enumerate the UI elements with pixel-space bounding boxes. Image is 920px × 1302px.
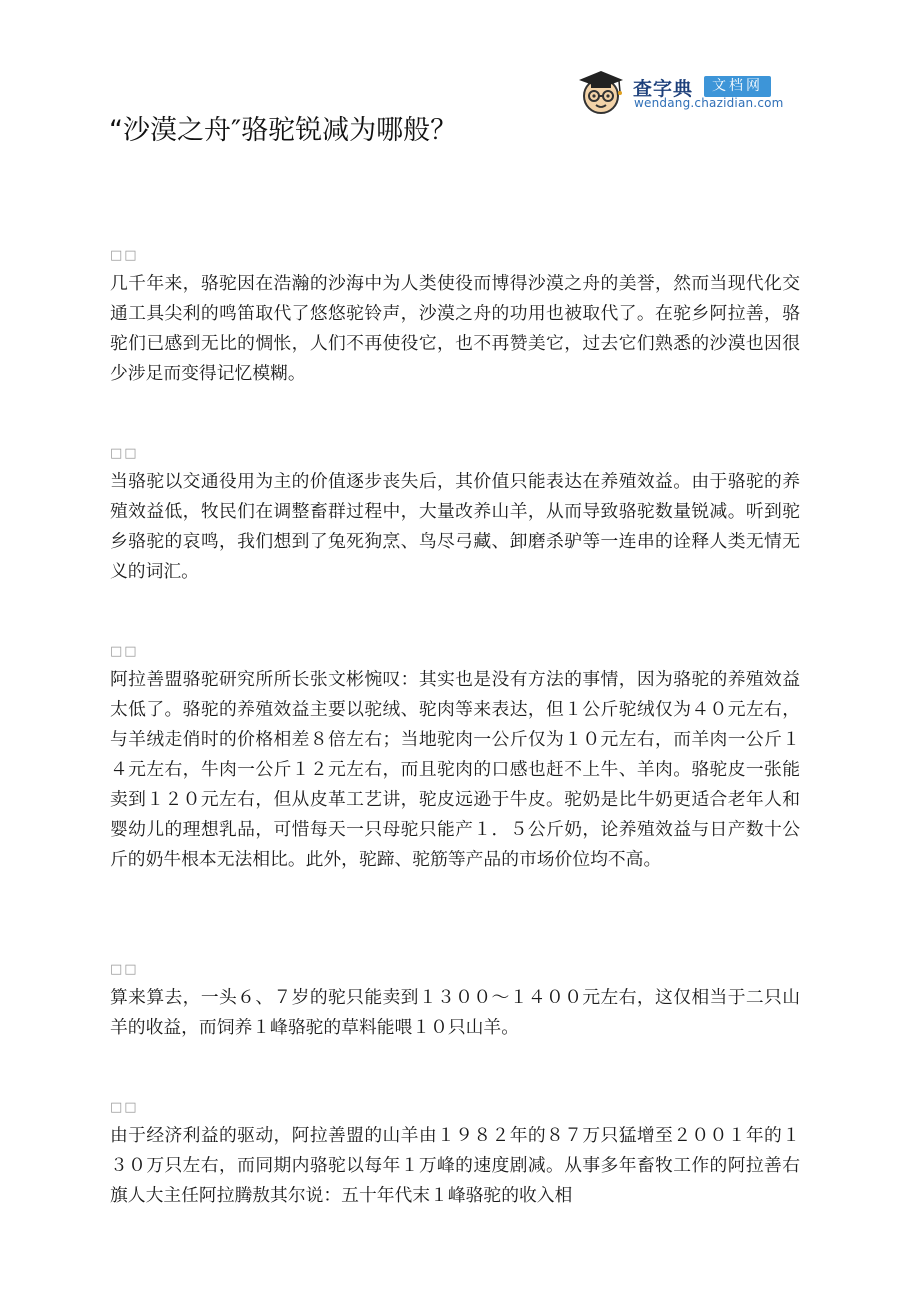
section-marker: □□ [110, 962, 139, 977]
section-1 [110, 247, 800, 389]
section-5 [110, 1099, 800, 1211]
site-logo[interactable] [577, 66, 807, 116]
paragraph: 几千年来，骆驼因在浩瀚的沙海中为人类使役而博得沙漠之舟的美誉，然而当现代化交通工具尖利的鸣笛取代了悠悠驼铃声，沙漠之舟的功用也被取代了。在驼乡阿拉善，骆驼们已感到无比的惆怅，人们不再使役它，也不再赞美它，过去它们熟悉的沙漠也因很少涉足而变得记忆模糊。 [110, 273, 800, 384]
paragraph: 由于经济利益的驱动，阿拉善盟的山羊由１９８２年的８７万只猛增至２００１年的１３０万只左右，而同期内骆驼以每年１万峰的速度剧减。从事多年畜牧工作的阿拉善右旗人大主任阿拉腾敖其尔说：五十年代末１峰骆驼的收入相 [110, 1125, 800, 1206]
logo-url: wendang.chazidian.com [634, 96, 784, 110]
logo-name: 查字典 [633, 78, 694, 100]
section-4 [110, 961, 800, 1043]
mascot-graduate-icon [577, 68, 625, 116]
section-marker: □□ [110, 248, 139, 263]
document-title: “沙漠之舟″骆驼锐减为哪般？ [109, 115, 458, 146]
logo-tag: 文档网 [704, 76, 771, 97]
section-3 [110, 643, 800, 875]
section-2 [110, 445, 800, 587]
section-marker: □□ [110, 1100, 139, 1115]
paragraph: 当骆驼以交通役用为主的价值逐步丧失后，其价值只能表达在养殖效益。由于骆驼的养殖效益低，牧民们在调整畜群过程中，大量改养山羊，从而导致骆驼数量锐减。听到驼乡骆驼的哀鸣，我们想到了兔死狗烹、鸟尽弓藏、卸磨杀驴等一连串的诠释人类无情无义的词汇。 [110, 471, 800, 582]
section-marker: □□ [110, 644, 139, 659]
section-marker: □□ [110, 446, 139, 461]
paragraph: 算来算去，一头６、７岁的驼只能卖到１３００～１４００元左右，这仅相当于二只山羊的收益，而饲养１峰骆驼的草料能喂１０只山羊。 [110, 987, 800, 1038]
paragraph: 阿拉善盟骆驼研究所所长张文彬惋叹：其实也是没有方法的事情，因为骆驼的养殖效益太低了。骆驼的养殖效益主要以驼绒、驼肉等来表达，但１公斤驼绒仅为４０元左右，与羊绒走俏时的价格相差８倍左右；当地驼肉一公斤仅为１０元左右，而羊肉一公斤１４元左右，牛肉一公斤１２元左右，而且驼肉的口感也赶不上牛、羊肉。骆驼皮一张能卖到１２０元左右，但从皮革工艺讲，驼皮远逊于牛皮。驼奶是比牛奶更适合老年人和婴幼儿的理想乳品，可惜每天一只母驼只能产１．５公斤奶，论养殖效益与日产数十公斤的奶牛根本无法相比。此外，驼蹄、驼筋等产品的市场价位均不高。 [110, 669, 800, 870]
